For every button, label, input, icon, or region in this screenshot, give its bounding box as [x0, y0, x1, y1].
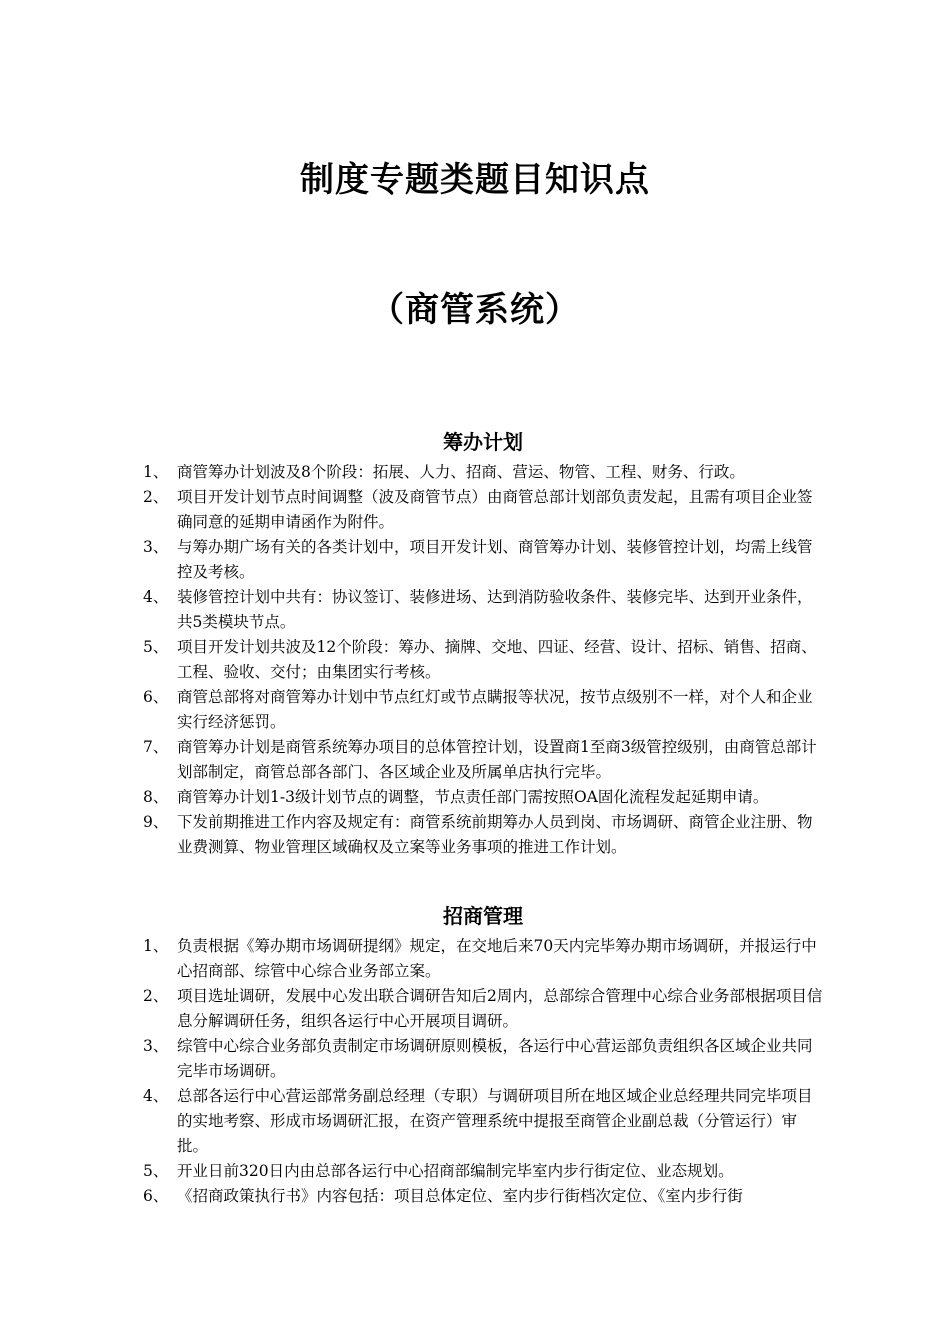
- list-item: [143, 485, 823, 535]
- list-item: [143, 785, 823, 810]
- item-number: 6、: [143, 1187, 169, 1205]
- item-text: 商管筹办计划是商管系统筹办项目的总体管控计划，设置商1至商3级管控级别，由商管总部计划部制定，商管总部各部门、各区域企业及所属单店执行完毕。: [177, 738, 817, 781]
- item-text: 商管筹办计划波及8个阶段：拓展、人力、招商、营运、物管、工程、财务、行政。: [177, 463, 745, 481]
- item-text: 装修管控计划中共有：协议签订、装修进场、达到消防验收条件、装修完毕、达到开业条件，共5类模块节点。: [177, 588, 813, 631]
- item-number: 2、: [143, 488, 169, 506]
- list-item: [143, 1184, 823, 1209]
- item-text: 项目开发计划节点时间调整（波及商管节点）由商管总部计划部负责发起，且需有项目企业签确同意的延期申请函作为附件。: [177, 488, 813, 531]
- list-item: [143, 460, 823, 485]
- item-text: 项目开发计划共波及12个阶段：筹办、摘牌、交地、四证、经营、设计、招标、销售、招商、工程、验收、交付；由集团实行考核。: [177, 638, 817, 681]
- item-number: 4、: [143, 1087, 169, 1105]
- list-item: [143, 1084, 823, 1159]
- list-item: [143, 585, 823, 635]
- list-item: [143, 685, 823, 735]
- item-text: 开业日前320日内由总部各运行中心招商部编制完毕室内步行街定位、业态规划。: [177, 1162, 734, 1180]
- item-number: 8、: [143, 788, 169, 806]
- item-text: 负责根据《筹办期市场调研提纲》规定，在交地后来70天内完毕筹办期市场调研，并报运行中心招商部、综管中心综合业务部立案。: [177, 937, 817, 980]
- list-item: [143, 1034, 823, 1084]
- item-text: 综管中心综合业务部负责制定市场调研原则模板，各运行中心营运部负责组织各区域企业共同完毕市场调研。: [177, 1037, 813, 1080]
- item-number: 2、: [143, 987, 169, 1005]
- item-number: 1、: [143, 937, 169, 955]
- item-list: [143, 460, 823, 860]
- list-item: [143, 535, 823, 585]
- document-title: 制度专题类题目知识点: [300, 160, 650, 200]
- item-number: 5、: [143, 1162, 169, 1180]
- item-number: 1、: [143, 463, 169, 481]
- list-item: [143, 934, 823, 984]
- item-text: 商管筹办计划1-3级计划节点的调整，节点责任部门需按照OA固化流程发起延期申请。: [177, 788, 769, 806]
- item-number: 6、: [143, 688, 169, 706]
- item-list: [143, 934, 823, 1209]
- item-text: 项目选址调研，发展中心发出联合调研告知后2周内，总部综合管理中心综合业务部根据项目信息分解调研任务，组织各运行中心开展项目调研。: [177, 987, 823, 1030]
- item-number: 4、: [143, 588, 169, 606]
- list-item: [143, 1159, 823, 1184]
- section-leasing: [143, 900, 823, 1209]
- item-number: 3、: [143, 1037, 169, 1055]
- list-item: [143, 810, 823, 860]
- item-text: 商管总部将对商管筹办计划中节点红灯或节点瞒报等状况，按节点级别不一样，对个人和企业实行经济惩罚。: [177, 688, 813, 731]
- item-number: 9、: [143, 813, 169, 831]
- document-subtitle: （商管系统）: [370, 290, 580, 330]
- list-item: [143, 635, 823, 685]
- section-heading: 招商管理: [443, 904, 523, 928]
- item-text: 下发前期推进工作内容及规定有：商管系统前期筹办人员到岗、市场调研、商管企业注册、物业费测算、物业管理区域确权及立案等业务事项的推进工作计划。: [177, 813, 813, 856]
- item-number: 7、: [143, 738, 169, 756]
- list-item: [143, 984, 823, 1034]
- item-text: 与筹办期广场有关的各类计划中，项目开发计划、商管筹办计划、装修管控计划，均需上线管控及考核。: [177, 538, 813, 581]
- list-item: [143, 735, 823, 785]
- item-number: 5、: [143, 638, 169, 656]
- item-text: 《招商政策执行书》内容包括：项目总体定位、室内步行街档次定位、《室内步行街: [177, 1187, 743, 1205]
- item-number: 3、: [143, 538, 169, 556]
- item-text: 总部各运行中心营运部常务副总经理（专职）与调研项目所在地区域企业总经理共同完毕项目的实地考察、形成市场调研汇报，在资产管理系统中提报至商管企业副总裁（分管运行）审批。: [177, 1087, 813, 1155]
- section-heading: 筹办计划: [443, 430, 523, 454]
- section-planning: [143, 426, 823, 860]
